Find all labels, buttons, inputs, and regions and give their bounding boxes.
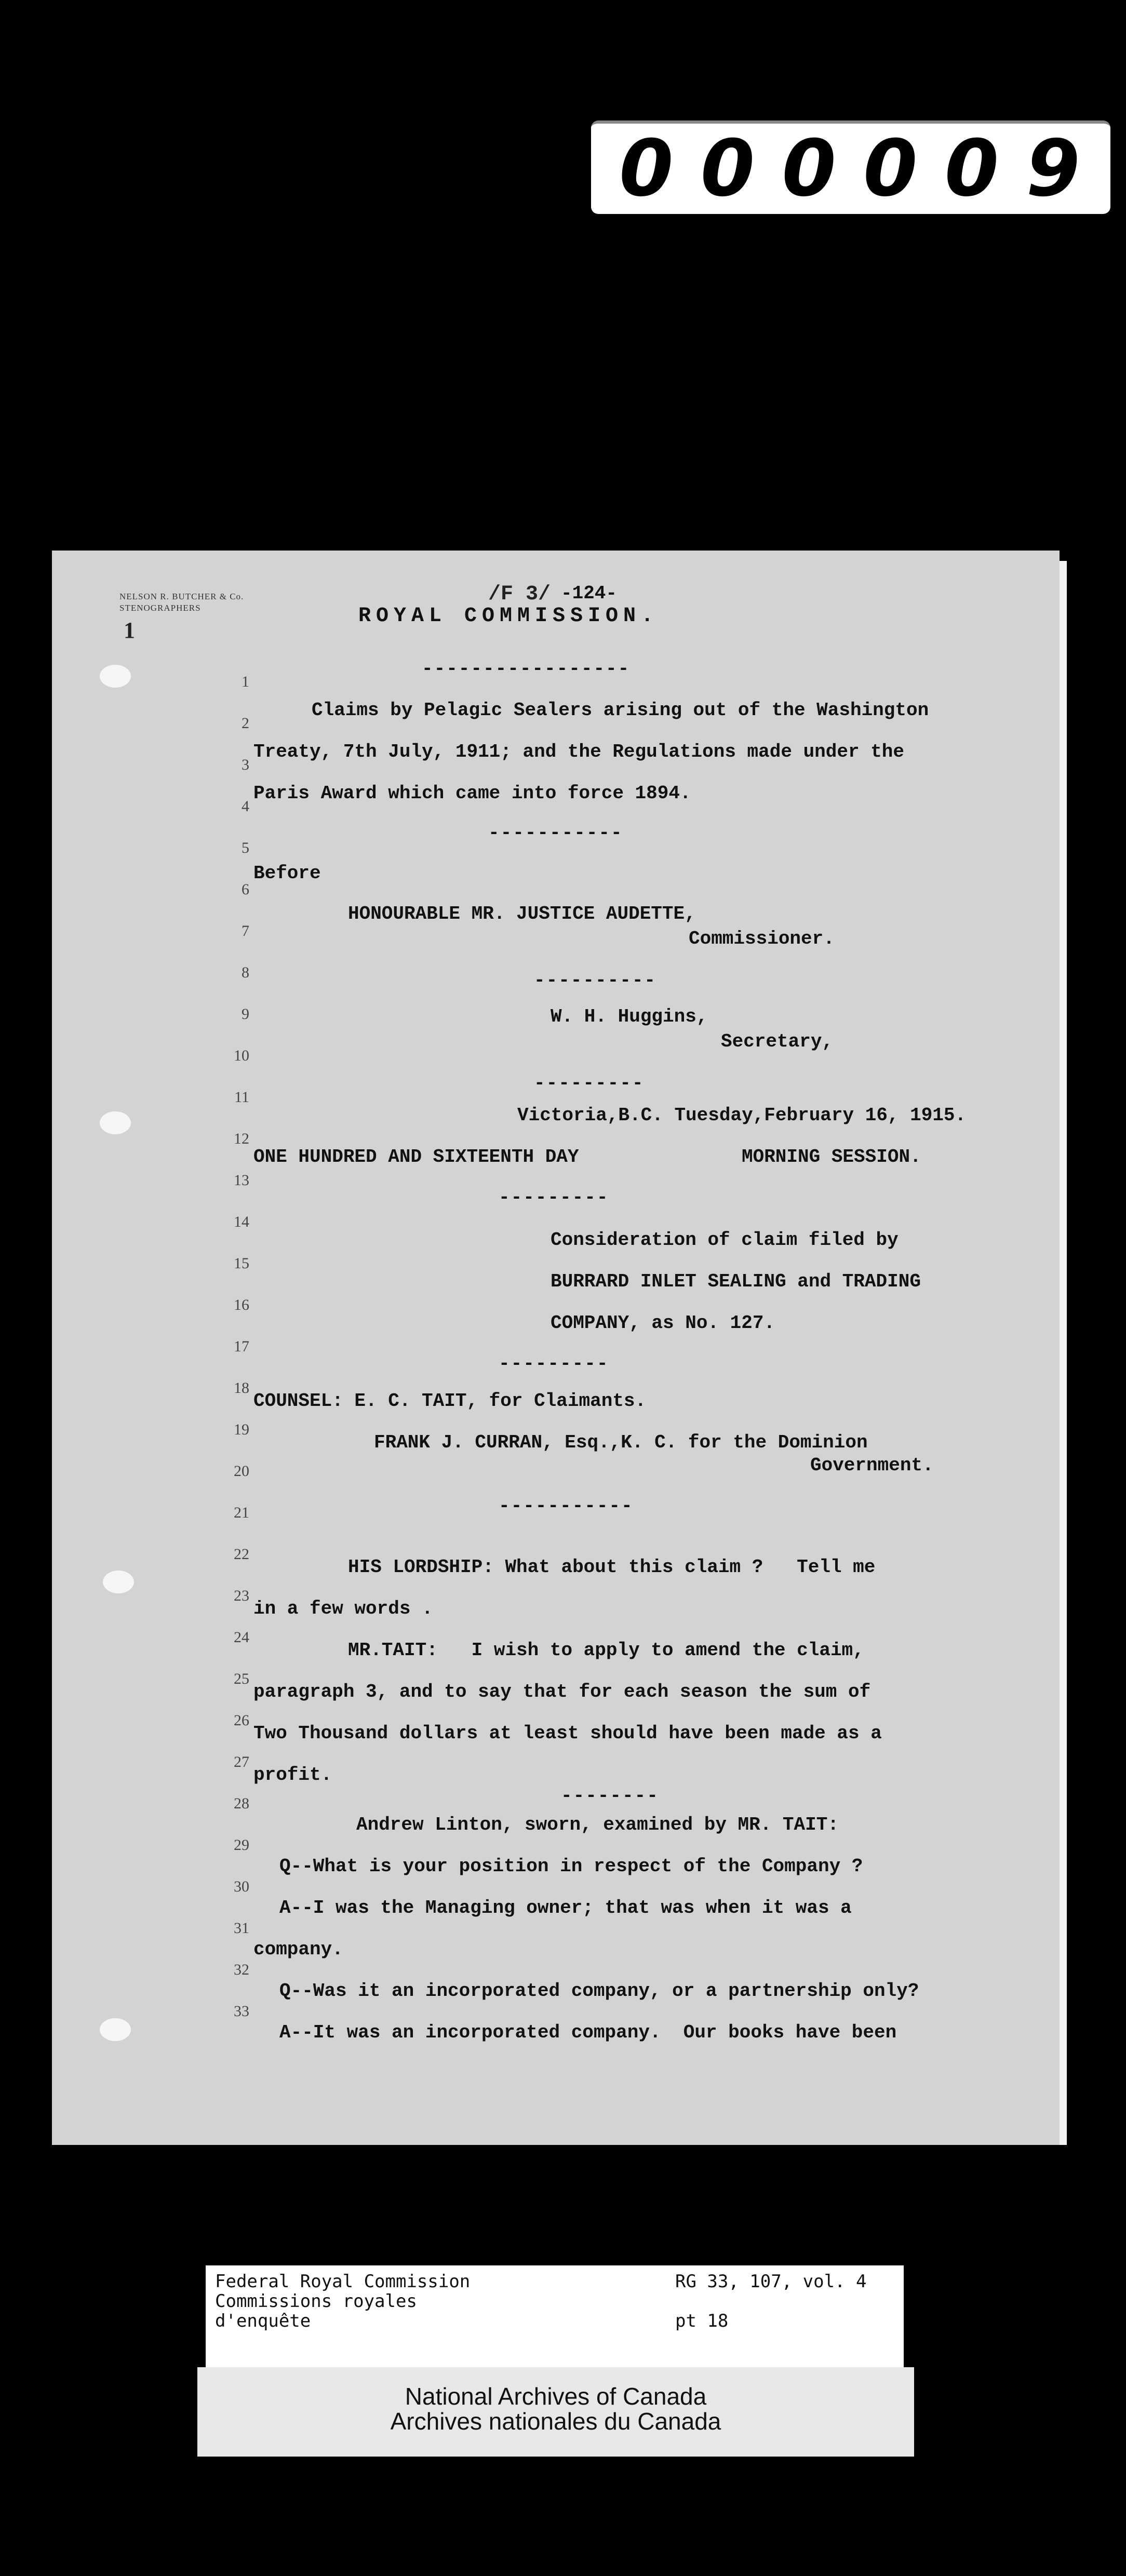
separator: -----------	[499, 1495, 634, 1517]
line-number: 3	[242, 756, 249, 773]
line-number: 21	[234, 1504, 249, 1521]
separator: ---------	[499, 1353, 609, 1374]
tait-text: profit.	[253, 1764, 332, 1786]
day-label: ONE HUNDRED AND SIXTEENTH DAY	[253, 1146, 579, 1168]
separator: --------	[561, 1785, 659, 1806]
catalog-part: pt 18	[675, 2311, 729, 2331]
stenographers-name: NELSON R. BUTCHER & Co.	[119, 592, 244, 601]
frame-digit: 0	[700, 124, 757, 214]
line-number: 32	[234, 1961, 249, 1978]
line-number: 22	[234, 1546, 249, 1563]
line-number: 24	[234, 1629, 249, 1646]
line-number: 18	[234, 1379, 249, 1397]
line-number: 10	[234, 1047, 249, 1064]
secretary-role: Secretary,	[721, 1031, 834, 1052]
document-title: ROYAL COMMISSION.	[358, 605, 659, 628]
line-number: 28	[234, 1795, 249, 1812]
catalog-reference: RG 33, 107, vol. 4	[675, 2271, 867, 2292]
line-number: 30	[234, 1878, 249, 1895]
frame-digit: 0	[944, 124, 1001, 214]
punch-hole	[100, 1111, 131, 1134]
separator: -----------	[488, 822, 623, 843]
document-page	[52, 551, 1060, 2145]
witness-line: Andrew Linton, sworn, examined by MR. TAIT:	[356, 1814, 839, 1835]
separator: ---------	[534, 1072, 645, 1094]
archives-french: Archives nationales du Canada	[390, 2408, 721, 2435]
header-mark: /F 3/	[488, 583, 551, 606]
frame-digit: 0	[619, 124, 676, 214]
line-number: 16	[234, 1296, 249, 1313]
line-number: 4	[242, 798, 249, 815]
page-number: -124-	[561, 583, 618, 604]
question-text: Q--Was it an incorporated company, or a partnership only?	[279, 1980, 919, 2002]
line-number: 19	[234, 1421, 249, 1438]
line-number: 27	[234, 1753, 249, 1770]
claims-text: Paris Award which came into force 1894.	[253, 783, 691, 804]
answer-text: company.	[253, 1939, 343, 1960]
line-number: 20	[234, 1463, 249, 1480]
frame-digit: 0	[863, 124, 920, 214]
line-number: 23	[234, 1587, 249, 1604]
date-line: Victoria,B.C. Tuesday,February 16, 1915.	[517, 1105, 967, 1126]
counsel-text: Government.	[810, 1455, 934, 1476]
separator: ----------	[534, 970, 657, 991]
line-number: 2	[242, 715, 249, 732]
counsel-text: FRANK J. CURRAN, Esq.,K. C. for the Dominion	[374, 1432, 868, 1453]
before-label: Before	[253, 863, 321, 884]
consideration-text: COMPANY, as No. 127.	[551, 1312, 775, 1334]
stenographers-label: STENOGRAPHERS	[119, 603, 201, 613]
line-number: 14	[234, 1213, 249, 1230]
line-number: 12	[234, 1130, 249, 1147]
line-number: 26	[234, 1712, 249, 1729]
tait-text: paragraph 3, and to say that for each season the sum of	[253, 1681, 871, 1702]
punch-hole	[100, 665, 131, 688]
catalog-line: Federal Royal Commission	[215, 2271, 471, 2292]
line-number: 8	[242, 964, 249, 981]
catalog-label	[206, 2265, 904, 2369]
judge-name: HONOURABLE MR. JUSTICE AUDETTE,	[348, 903, 696, 924]
punch-hole	[100, 2018, 131, 2041]
lordship-text: HIS LORDSHIP: What about this claim ? Tell me	[348, 1557, 876, 1578]
archives-label	[197, 2367, 914, 2457]
counsel-text: COUNSEL: E. C. TAIT, for Claimants.	[253, 1390, 647, 1412]
margin-mark: 1	[124, 618, 135, 643]
line-number: 13	[234, 1172, 249, 1189]
separator: -----------------	[422, 658, 631, 679]
secretary-name: W. H. Huggins,	[551, 1006, 708, 1027]
separator: ---------	[499, 1187, 609, 1208]
catalog-line: Commissions royales	[215, 2291, 417, 2312]
line-number: 6	[242, 881, 249, 898]
line-number: 9	[242, 1005, 249, 1023]
line-number: 17	[234, 1338, 249, 1355]
punch-hole	[103, 1571, 134, 1593]
judge-role: Commissioner.	[689, 928, 835, 949]
line-number: 7	[242, 922, 249, 940]
frame-counter	[591, 120, 1110, 214]
line-number: 25	[234, 1670, 249, 1687]
claims-text: Treaty, 7th July, 1911; and the Regulations made under the	[253, 741, 905, 762]
lordship-text: in a few words .	[253, 1598, 433, 1619]
tait-text: Two Thousand dollars at least should have been made as a	[253, 1723, 882, 1744]
answer-text: A--It was an incorporated company. Our books have been	[279, 2022, 897, 2043]
line-number: 15	[234, 1255, 249, 1272]
line-number: 11	[234, 1089, 249, 1106]
consideration-text: BURRARD INLET SEALING and TRADING	[551, 1271, 921, 1292]
stenographers-stamp	[119, 591, 306, 614]
consideration-text: Consideration of claim filed by	[551, 1229, 899, 1251]
frame-digit: 0	[782, 124, 838, 214]
claims-text: Claims by Pelagic Sealers arising out of the Washington	[312, 700, 929, 721]
tait-text: MR.TAIT: I wish to apply to amend the claim,	[348, 1640, 864, 1661]
line-number: 33	[234, 2003, 249, 2020]
catalog-line: d'enquête	[215, 2311, 311, 2331]
question-text: Q--What is your position in respect of the Company ?	[279, 1856, 863, 1877]
archives-english: National Archives of Canada	[405, 2383, 707, 2410]
answer-text: A--I was the Managing owner; that was when it was a	[279, 1897, 852, 1918]
line-number: 5	[242, 839, 249, 856]
line-number: 1	[242, 673, 249, 690]
line-number: 29	[234, 1836, 249, 1854]
frame-digit: 9	[1026, 124, 1082, 214]
line-number: 31	[234, 1920, 249, 1937]
session-label: MORNING SESSION.	[742, 1146, 921, 1168]
